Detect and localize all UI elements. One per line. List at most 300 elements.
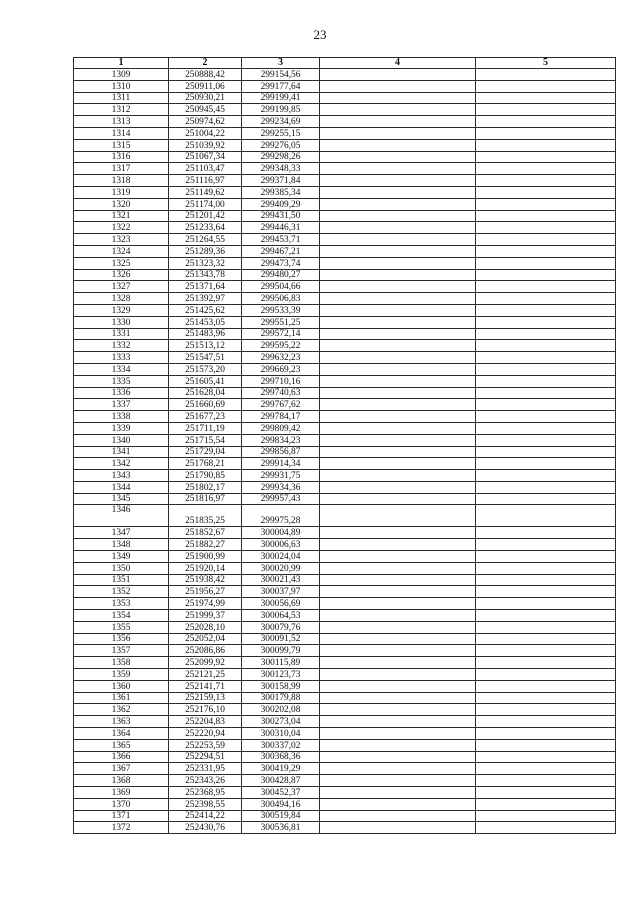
y-coordinate-cell: 299371,84 (242, 175, 320, 187)
y-coordinate-cell: 299632,23 (242, 352, 320, 364)
column-4-cell (320, 458, 476, 470)
y-coordinate-cell: 300419,29 (242, 763, 320, 775)
y-coordinate-cell: 299276,05 (242, 139, 320, 151)
column-4-cell (320, 363, 476, 375)
column-4-cell (320, 539, 476, 551)
point-number-cell: 1367 (74, 763, 169, 775)
x-coordinate-cell: 251174,00 (169, 198, 242, 210)
column-4-cell (320, 387, 476, 399)
point-number-cell: 1356 (74, 633, 169, 645)
table-row (74, 399, 616, 411)
x-coordinate-cell: 251103,47 (169, 163, 242, 175)
table-row (74, 598, 616, 610)
column-4-cell (320, 822, 476, 834)
table-row (74, 328, 616, 340)
point-number-cell: 1315 (74, 139, 169, 151)
x-coordinate-cell: 251999,37 (169, 610, 242, 622)
column-4-cell (320, 139, 476, 151)
y-coordinate-cell: 299914,34 (242, 458, 320, 470)
column-5-cell (476, 269, 616, 281)
column-5-cell (476, 104, 616, 116)
y-coordinate-cell: 299453,71 (242, 234, 320, 246)
table-row (74, 210, 616, 222)
x-coordinate-cell: 252099,92 (169, 657, 242, 669)
point-number-cell: 1326 (74, 269, 169, 281)
point-number-cell: 1310 (74, 80, 169, 92)
x-coordinate-cell: 251067,34 (169, 151, 242, 163)
table-body (74, 69, 616, 834)
column-header-1: 1 (74, 58, 169, 69)
point-number-cell: 1320 (74, 198, 169, 210)
point-number-cell: 1341 (74, 446, 169, 458)
point-number-cell: 1362 (74, 704, 169, 716)
point-number-cell: 1354 (74, 610, 169, 622)
y-coordinate-cell: 299710,16 (242, 375, 320, 387)
y-coordinate-cell: 299931,75 (242, 470, 320, 482)
x-coordinate-cell: 251920,14 (169, 562, 242, 574)
column-5-cell (476, 505, 616, 527)
column-4-cell (320, 645, 476, 657)
table-row (74, 69, 616, 81)
x-coordinate-cell: 252028,10 (169, 621, 242, 633)
y-coordinate-cell: 300004,89 (242, 527, 320, 539)
column-4-cell (320, 304, 476, 316)
y-coordinate-cell: 299385,34 (242, 186, 320, 198)
table-row (74, 375, 616, 387)
column-5-cell (476, 574, 616, 586)
table-row (74, 222, 616, 234)
x-coordinate-cell: 252343,26 (169, 775, 242, 787)
point-number-cell: 1368 (74, 775, 169, 787)
column-5-cell (476, 810, 616, 822)
y-coordinate-cell: 300006,63 (242, 539, 320, 551)
column-4-cell (320, 293, 476, 305)
column-4-cell (320, 610, 476, 622)
table-header-row (74, 58, 616, 69)
column-4-cell (320, 69, 476, 81)
x-coordinate-cell: 251116,97 (169, 175, 242, 187)
point-number-cell: 1358 (74, 657, 169, 669)
x-coordinate-cell: 252331,95 (169, 763, 242, 775)
point-number-cell: 1365 (74, 739, 169, 751)
column-4-cell (320, 716, 476, 728)
table-row (74, 434, 616, 446)
column-5-cell (476, 257, 616, 269)
column-4-cell (320, 92, 476, 104)
y-coordinate-cell: 299957,43 (242, 493, 320, 505)
point-number-cell: 1340 (74, 434, 169, 446)
column-4-cell (320, 269, 476, 281)
x-coordinate-cell: 252121,25 (169, 669, 242, 681)
column-4-cell (320, 763, 476, 775)
x-coordinate-cell: 250974,62 (169, 116, 242, 128)
y-coordinate-cell: 299572,14 (242, 328, 320, 340)
column-4-cell (320, 210, 476, 222)
point-number-cell: 1317 (74, 163, 169, 175)
table-row (74, 562, 616, 574)
y-coordinate-cell: 299504,66 (242, 281, 320, 293)
table-row (74, 692, 616, 704)
column-5-cell (476, 328, 616, 340)
point-number-cell: 1321 (74, 210, 169, 222)
x-coordinate-cell: 252052,04 (169, 633, 242, 645)
x-coordinate-cell: 251233,64 (169, 222, 242, 234)
column-4-cell (320, 562, 476, 574)
table-row (74, 551, 616, 563)
y-coordinate-cell: 300310,04 (242, 728, 320, 740)
y-coordinate-cell: 300024,04 (242, 551, 320, 563)
column-5-cell (476, 116, 616, 128)
column-4-cell (320, 127, 476, 139)
table-row (74, 293, 616, 305)
column-4-cell (320, 434, 476, 446)
table-row (74, 810, 616, 822)
x-coordinate-cell: 251343,78 (169, 269, 242, 281)
table-row (74, 527, 616, 539)
x-coordinate-cell: 251392,97 (169, 293, 242, 305)
point-number-cell: 1359 (74, 669, 169, 681)
x-coordinate-cell: 251816,97 (169, 493, 242, 505)
table-row (74, 505, 616, 527)
table-row (74, 186, 616, 198)
column-4-cell (320, 245, 476, 257)
x-coordinate-cell: 252294,51 (169, 751, 242, 763)
point-number-cell: 1335 (74, 375, 169, 387)
point-number-cell: 1360 (74, 680, 169, 692)
column-4-cell (320, 80, 476, 92)
column-5-cell (476, 446, 616, 458)
column-4-cell (320, 222, 476, 234)
x-coordinate-cell: 252253,59 (169, 739, 242, 751)
y-coordinate-cell: 299975,28 (242, 505, 320, 527)
y-coordinate-cell: 299409,29 (242, 198, 320, 210)
column-5-cell (476, 704, 616, 716)
column-4-cell (320, 422, 476, 434)
column-5-cell (476, 716, 616, 728)
column-5-cell (476, 458, 616, 470)
x-coordinate-cell: 252430,76 (169, 822, 242, 834)
y-coordinate-cell: 299506,83 (242, 293, 320, 305)
point-number-cell: 1333 (74, 352, 169, 364)
x-coordinate-cell: 252398,55 (169, 798, 242, 810)
column-5-cell (476, 551, 616, 563)
column-5-cell (476, 352, 616, 364)
x-coordinate-cell: 251790,85 (169, 470, 242, 482)
column-5-cell (476, 245, 616, 257)
table-row (74, 257, 616, 269)
table-row (74, 470, 616, 482)
y-coordinate-cell: 300079,76 (242, 621, 320, 633)
column-5-cell (476, 340, 616, 352)
column-4-cell (320, 551, 476, 563)
column-4-cell (320, 775, 476, 787)
point-number-cell: 1332 (74, 340, 169, 352)
table-row (74, 163, 616, 175)
y-coordinate-cell: 300536,81 (242, 822, 320, 834)
x-coordinate-cell: 251547,51 (169, 352, 242, 364)
table-row (74, 92, 616, 104)
y-coordinate-cell: 299348,33 (242, 163, 320, 175)
column-5-cell (476, 139, 616, 151)
x-coordinate-cell: 252220,94 (169, 728, 242, 740)
column-5-cell (476, 610, 616, 622)
x-coordinate-cell: 251938,42 (169, 574, 242, 586)
x-coordinate-cell: 251802,17 (169, 481, 242, 493)
column-4-cell (320, 281, 476, 293)
table-row (74, 633, 616, 645)
column-5-cell (476, 680, 616, 692)
column-5-cell (476, 222, 616, 234)
column-5-cell (476, 787, 616, 799)
column-5-cell (476, 692, 616, 704)
point-number-cell: 1352 (74, 586, 169, 598)
column-4-cell (320, 411, 476, 423)
column-5-cell (476, 69, 616, 81)
table-row (74, 775, 616, 787)
column-4-cell (320, 505, 476, 527)
point-number-cell: 1323 (74, 234, 169, 246)
table-row (74, 446, 616, 458)
point-number-cell: 1351 (74, 574, 169, 586)
x-coordinate-cell: 252159,13 (169, 692, 242, 704)
table-row (74, 586, 616, 598)
column-4-cell (320, 704, 476, 716)
y-coordinate-cell: 299467,21 (242, 245, 320, 257)
y-coordinate-cell: 300337,02 (242, 739, 320, 751)
y-coordinate-cell: 299234,69 (242, 116, 320, 128)
point-number-cell: 1325 (74, 257, 169, 269)
table-row (74, 104, 616, 116)
point-number-cell: 1342 (74, 458, 169, 470)
y-coordinate-cell: 300091,52 (242, 633, 320, 645)
table-row (74, 680, 616, 692)
column-4-cell (320, 446, 476, 458)
column-5-cell (476, 304, 616, 316)
table-row (74, 316, 616, 328)
y-coordinate-cell: 300056,69 (242, 598, 320, 610)
column-5-cell (476, 234, 616, 246)
y-coordinate-cell: 299446,31 (242, 222, 320, 234)
column-4-cell (320, 151, 476, 163)
point-number-cell: 1318 (74, 175, 169, 187)
point-number-cell: 1348 (74, 539, 169, 551)
table-row (74, 422, 616, 434)
x-coordinate-cell: 251660,69 (169, 399, 242, 411)
table-row (74, 574, 616, 586)
column-5-cell (476, 411, 616, 423)
table-row (74, 669, 616, 681)
column-5-cell (476, 493, 616, 505)
point-number-cell: 1372 (74, 822, 169, 834)
table-row (74, 716, 616, 728)
column-4-cell (320, 751, 476, 763)
column-5-cell (476, 751, 616, 763)
x-coordinate-cell: 251605,41 (169, 375, 242, 387)
column-5-cell (476, 80, 616, 92)
point-number-cell: 1345 (74, 493, 169, 505)
point-number-cell: 1334 (74, 363, 169, 375)
table-row (74, 363, 616, 375)
table-row (74, 387, 616, 399)
point-number-cell: 1311 (74, 92, 169, 104)
x-coordinate-cell: 251768,21 (169, 458, 242, 470)
table-row (74, 269, 616, 281)
column-5-cell (476, 645, 616, 657)
column-5-cell (476, 186, 616, 198)
point-number-cell: 1319 (74, 186, 169, 198)
column-4-cell (320, 586, 476, 598)
table-row (74, 822, 616, 834)
table-row (74, 281, 616, 293)
y-coordinate-cell: 300368,36 (242, 751, 320, 763)
point-number-cell: 1361 (74, 692, 169, 704)
x-coordinate-cell: 251425,62 (169, 304, 242, 316)
table-row (74, 116, 616, 128)
y-coordinate-cell: 300179,88 (242, 692, 320, 704)
column-4-cell (320, 621, 476, 633)
x-coordinate-cell: 251956,27 (169, 586, 242, 598)
column-4-cell (320, 787, 476, 799)
column-5-cell (476, 422, 616, 434)
column-5-cell (476, 175, 616, 187)
x-coordinate-cell: 251004,22 (169, 127, 242, 139)
column-5-cell (476, 434, 616, 446)
column-header-5: 5 (476, 58, 616, 69)
table-row (74, 704, 616, 716)
table-row (74, 127, 616, 139)
table-row (74, 411, 616, 423)
y-coordinate-cell: 299595,22 (242, 340, 320, 352)
x-coordinate-cell: 251628,04 (169, 387, 242, 399)
point-number-cell: 1369 (74, 787, 169, 799)
y-coordinate-cell: 300115,89 (242, 657, 320, 669)
x-coordinate-cell: 251453,05 (169, 316, 242, 328)
point-number-cell: 1336 (74, 387, 169, 399)
y-coordinate-cell: 300428,87 (242, 775, 320, 787)
table-row (74, 304, 616, 316)
y-coordinate-cell: 300158,99 (242, 680, 320, 692)
x-coordinate-cell: 252141,71 (169, 680, 242, 692)
x-coordinate-cell: 251852,67 (169, 527, 242, 539)
column-5-cell (476, 293, 616, 305)
column-5-cell (476, 399, 616, 411)
column-4-cell (320, 810, 476, 822)
column-5-cell (476, 151, 616, 163)
column-5-cell (476, 657, 616, 669)
point-number-cell: 1337 (74, 399, 169, 411)
column-5-cell (476, 316, 616, 328)
y-coordinate-cell: 300020,99 (242, 562, 320, 574)
table-row (74, 151, 616, 163)
column-5-cell (476, 281, 616, 293)
table-row (74, 751, 616, 763)
column-5-cell (476, 127, 616, 139)
column-5-cell (476, 210, 616, 222)
x-coordinate-cell: 251289,36 (169, 245, 242, 257)
table-row (74, 787, 616, 799)
column-4-cell (320, 257, 476, 269)
x-coordinate-cell: 252176,10 (169, 704, 242, 716)
x-coordinate-cell: 252414,22 (169, 810, 242, 822)
x-coordinate-cell: 251201,42 (169, 210, 242, 222)
coordinates-table (73, 57, 616, 834)
y-coordinate-cell: 299934,36 (242, 481, 320, 493)
point-number-cell: 1366 (74, 751, 169, 763)
y-coordinate-cell: 299199,41 (242, 92, 320, 104)
point-number-cell: 1309 (74, 69, 169, 81)
table-row (74, 80, 616, 92)
column-5-cell (476, 669, 616, 681)
point-number-cell: 1350 (74, 562, 169, 574)
x-coordinate-cell: 251677,23 (169, 411, 242, 423)
y-coordinate-cell: 300519,84 (242, 810, 320, 822)
column-5-cell (476, 763, 616, 775)
column-4-cell (320, 198, 476, 210)
column-4-cell (320, 340, 476, 352)
column-4-cell (320, 633, 476, 645)
column-4-cell (320, 669, 476, 681)
y-coordinate-cell: 299473,74 (242, 257, 320, 269)
y-coordinate-cell: 300452,37 (242, 787, 320, 799)
column-5-cell (476, 822, 616, 834)
page-number: 23 (313, 27, 327, 42)
table-row (74, 340, 616, 352)
x-coordinate-cell: 251729,04 (169, 446, 242, 458)
point-number-cell: 1328 (74, 293, 169, 305)
x-coordinate-cell: 251882,27 (169, 539, 242, 551)
column-4-cell (320, 493, 476, 505)
point-number-cell: 1349 (74, 551, 169, 563)
point-number-cell: 1329 (74, 304, 169, 316)
column-4-cell (320, 352, 476, 364)
column-4-cell (320, 316, 476, 328)
column-5-cell (476, 92, 616, 104)
table-row (74, 493, 616, 505)
table-row (74, 739, 616, 751)
y-coordinate-cell: 300037,97 (242, 586, 320, 598)
y-coordinate-cell: 299533,39 (242, 304, 320, 316)
column-header-3: 3 (242, 58, 320, 69)
point-number-cell: 1339 (74, 422, 169, 434)
table-row (74, 539, 616, 551)
table-row (74, 139, 616, 151)
y-coordinate-cell: 300021,43 (242, 574, 320, 586)
x-coordinate-cell: 252204,83 (169, 716, 242, 728)
y-coordinate-cell: 299298,26 (242, 151, 320, 163)
y-coordinate-cell: 299669,23 (242, 363, 320, 375)
column-5-cell (476, 562, 616, 574)
point-number-cell: 1327 (74, 281, 169, 293)
x-coordinate-cell: 250888,42 (169, 69, 242, 81)
point-number-cell: 1346 (74, 505, 169, 527)
column-4-cell (320, 527, 476, 539)
column-5-cell (476, 798, 616, 810)
column-4-cell (320, 680, 476, 692)
column-5-cell (476, 470, 616, 482)
x-coordinate-cell: 251371,64 (169, 281, 242, 293)
table-row (74, 352, 616, 364)
x-coordinate-cell: 252086,86 (169, 645, 242, 657)
point-number-cell: 1364 (74, 728, 169, 740)
table-row (74, 798, 616, 810)
point-number-cell: 1355 (74, 621, 169, 633)
table-row (74, 245, 616, 257)
y-coordinate-cell: 299767,62 (242, 399, 320, 411)
table-row (74, 657, 616, 669)
y-coordinate-cell: 300123,73 (242, 669, 320, 681)
table-row (74, 198, 616, 210)
x-coordinate-cell: 250930,21 (169, 92, 242, 104)
